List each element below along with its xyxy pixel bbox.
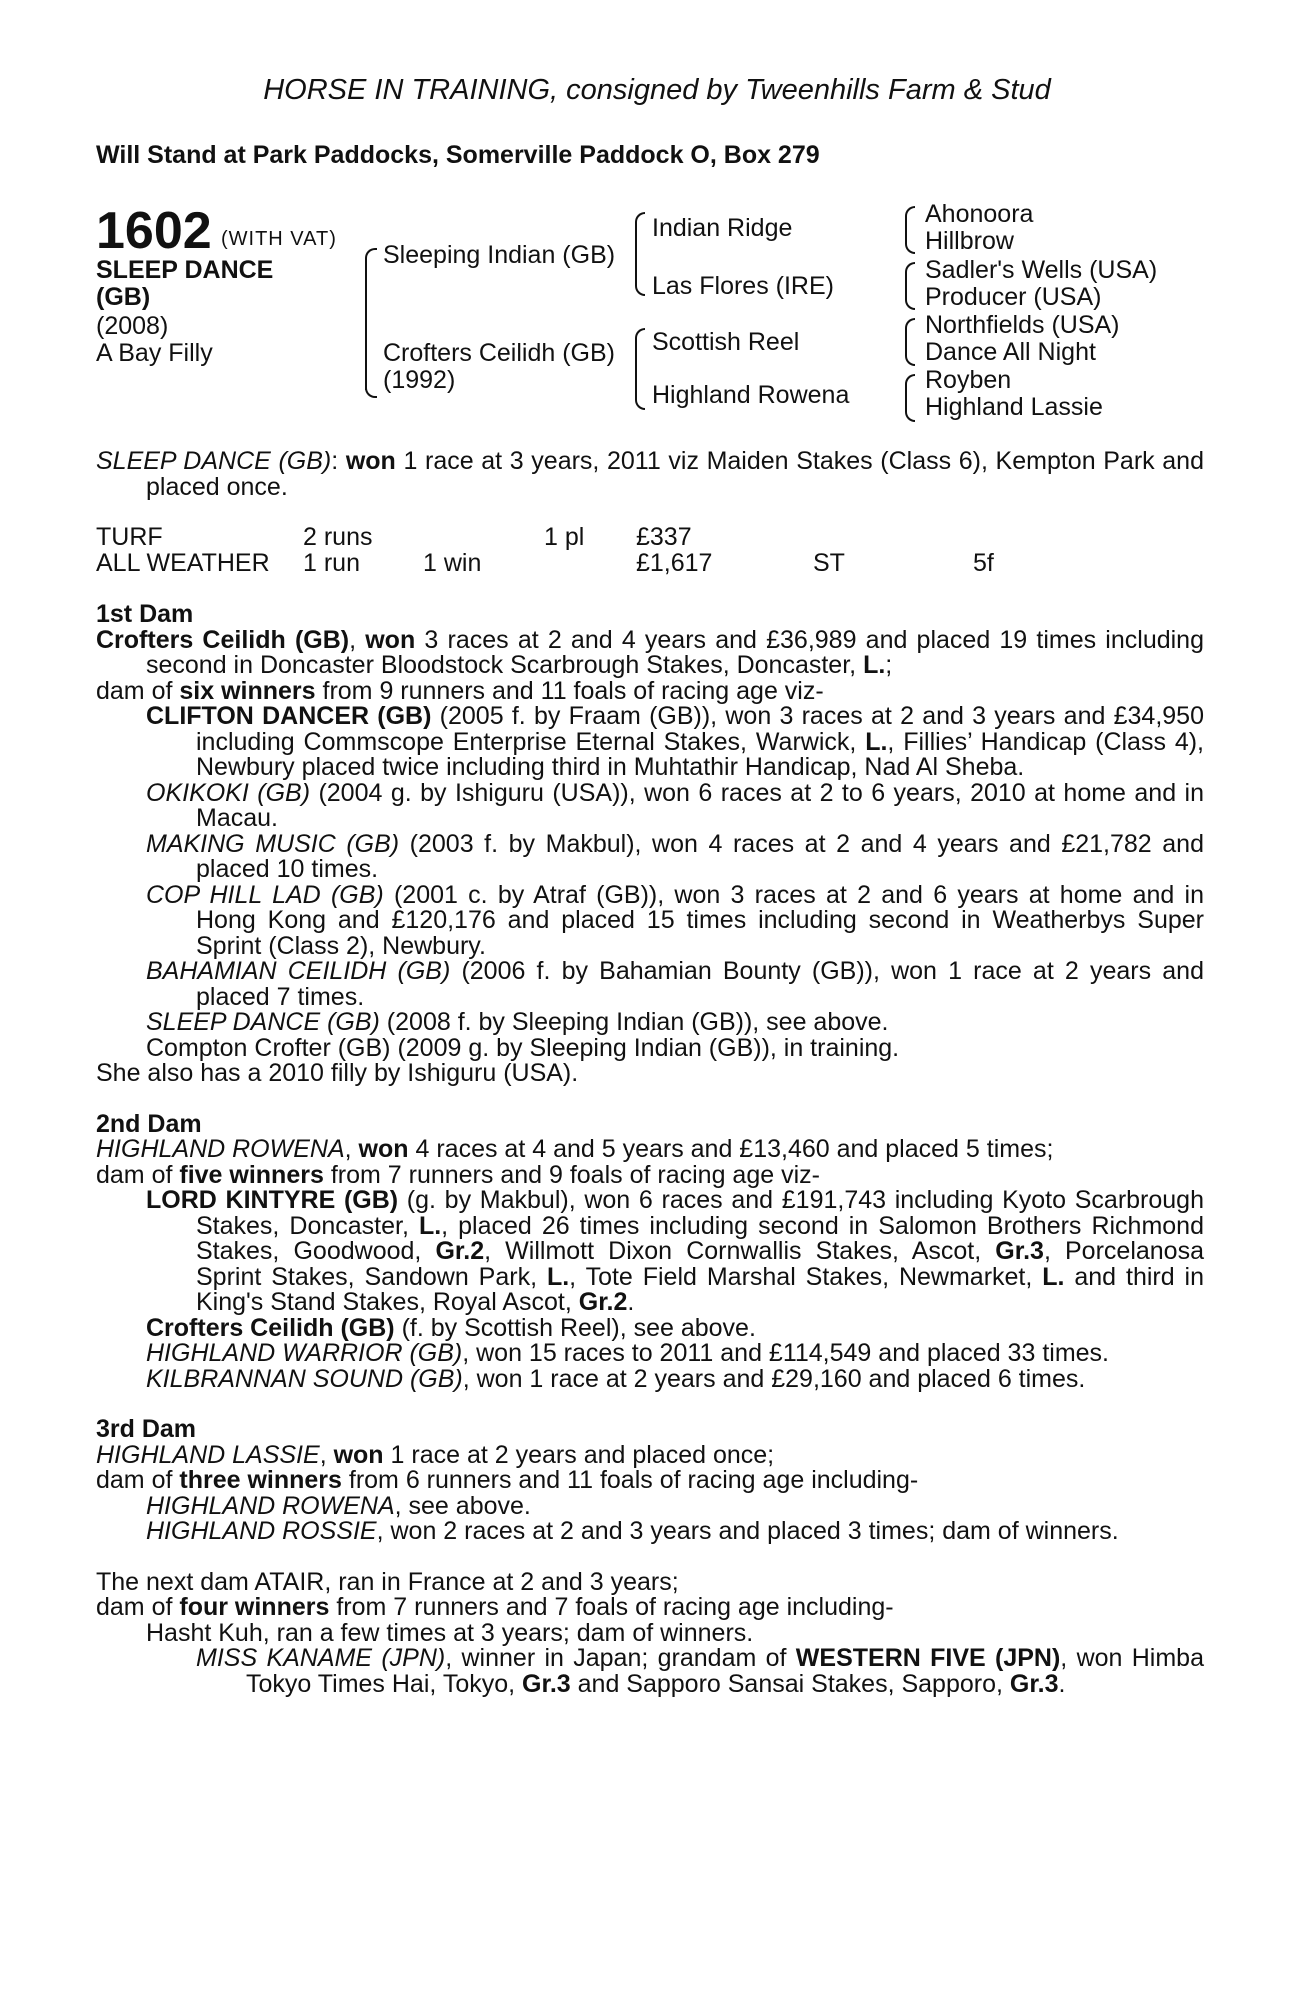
produce-name: MAKING MUSIC (GB) (146, 829, 400, 858)
produce-suffix: from 6 runners and 11 foals of racing age including- (341, 1466, 919, 1494)
produce-prefix: dam of (96, 1160, 180, 1189)
produce-name: HIGHLAND WARRIOR (GB) (146, 1339, 463, 1367)
produce-entry (146, 959, 1204, 1010)
first-dam-produce-summary (96, 676, 1204, 705)
stats-turf-runs: 2 runs (303, 523, 373, 551)
produce-name: LORD KINTYRE (GB) (146, 1186, 399, 1214)
produce-name: Crofters Ceilidh (GB) (146, 1313, 395, 1342)
third-dam-text: 1 race at 2 years and placed once; (383, 1440, 775, 1469)
first-dam-end: ; (885, 651, 893, 679)
first-dam-name: Crofters Ceilidh (GB) (96, 625, 350, 654)
first-dam-won: won (365, 625, 416, 654)
stats-aw-going: ST (813, 549, 845, 577)
produce-name: COP HILL LAD (GB) (146, 880, 384, 909)
produce-text: (2005 f. by Fraam (GB)), won 3 races at 2 and 3 years and £34,950 including Commscope Enterprise Eternal Stakes, Warwick, (196, 702, 1204, 756)
listed-mark: L. (546, 1262, 570, 1291)
listed-mark: L. (863, 651, 886, 679)
horse-name (96, 257, 273, 311)
listed-mark: L. (418, 1211, 442, 1240)
produce-entry (146, 704, 1204, 781)
pedigree-g3-7: Royben (925, 366, 1012, 394)
produce-entry (146, 1364, 1204, 1393)
produce-text: , won 2 races at 2 and 3 years and placed 3 times; dam of winners. (376, 1517, 1119, 1545)
pedigree-brace-g3-3 (905, 318, 915, 366)
catalogue-header: HORSE IN TRAINING, consigned by Tweenhills Farm & Stud (263, 74, 1051, 106)
produce-suffix: from 7 runners and 9 foals of racing age viz- (323, 1160, 820, 1189)
produce-suffix: from 7 runners and 7 foals of racing age including- (329, 1593, 894, 1621)
second-dam-sep: , (344, 1135, 359, 1163)
produce-prefix: dam of (96, 1593, 180, 1621)
second-dam-won: won (358, 1135, 409, 1163)
produce-suffix: from 9 runners and 11 foals of racing age viz- (315, 676, 824, 705)
pedigree-dam-year: (1992) (383, 366, 456, 394)
dam-sections (96, 602, 1204, 1697)
pedigree-g3-4: Producer (USA) (925, 283, 1102, 311)
produce-text: (g. by Makbul), won 6 races and £191,743 including Kyoto Scarbrough Stakes, Doncaster, (196, 1186, 1204, 1240)
produce-entry (146, 1341, 1204, 1367)
winners-count: three winners (179, 1466, 342, 1494)
produce-text: , see above. (394, 1491, 531, 1520)
winners-count: five winners (179, 1160, 324, 1189)
winners-count: six winners (179, 676, 316, 705)
pedigree-brace-gen1 (365, 248, 377, 390)
summary-won: won (345, 447, 396, 475)
produce-name: OKIKOKI (GB) (146, 778, 311, 807)
group-mark: Gr.3 (1009, 1669, 1059, 1698)
produce-name: KILBRANNAN SOUND (GB) (146, 1364, 463, 1393)
pedigree-brace-g3-4 (905, 374, 915, 422)
pedigree-dam-dam: Highland Rowena (652, 381, 850, 409)
produce-text: , Tote Field Marshal Stakes, Newmarket, (569, 1262, 1043, 1291)
group-mark: Gr.2 (578, 1288, 628, 1316)
third-dam-record (96, 1440, 1204, 1469)
produce-text: (2006 f. by Bahamian Bounty (GB)), won 1 race at 2 years and placed 7 times. (196, 957, 1204, 1011)
produce-name: HIGHLAND ROSSIE (146, 1517, 377, 1545)
summary-paragraph (96, 449, 1204, 500)
pedigree-brace-dam-end (635, 384, 645, 410)
summary-colon: : (331, 447, 339, 475)
produce-entry (146, 1313, 1204, 1342)
produce-name: SLEEP DANCE (GB) (146, 1008, 380, 1036)
foaling-year: (2008) (96, 312, 169, 340)
produce-prefix: dam of (96, 1466, 180, 1494)
produce-text: (2001 c. by Atraf (GB)), won 3 races at 2 and 6 years at home and in Hong Kong and £120,176 and placed 15 times including second in Weatherbys Super Sprint (Class 2), Newbury. (196, 880, 1204, 960)
produce-text: , winner in Japan; grandam of (445, 1644, 796, 1672)
group-mark: Gr.3 (522, 1669, 571, 1698)
produce-name: HIGHLAND ROWENA (146, 1491, 395, 1520)
stats-turf-prize: £337 (636, 523, 692, 551)
pedigree-brace-sire-end (635, 268, 645, 296)
produce-name: MISS KANAME (JPN) (196, 1644, 446, 1672)
third-dam-name: HIGHLAND LASSIE (96, 1440, 320, 1469)
produce-entry (196, 1646, 1204, 1697)
produce-entry: Compton Crofter (GB) (2009 g. by Sleeping Indian (GB)), in training. (146, 1033, 900, 1062)
pedigree-dam-sire: Scottish Reel (652, 328, 800, 356)
produce-entry (146, 1491, 1204, 1520)
pedigree-g3-6: Dance All Night (925, 338, 1096, 366)
second-dam-record (96, 1137, 1204, 1163)
stats-aw-wins: 1 win (423, 549, 482, 577)
produce-text: , won 15 races to 2011 and £114,549 and placed 33 times. (462, 1339, 1109, 1367)
produce-text: and third in King's Stand Stakes, Royal Ascot, (196, 1262, 1204, 1316)
pedigree-brace-g3-1 (905, 206, 915, 254)
produce-entry (146, 1188, 1204, 1316)
stats-aw-runs: 1 run (303, 549, 360, 577)
third-dam-produce-summary (96, 1468, 1204, 1494)
produce-entry: Hasht Kuh, ran a few times at 3 years; dam of winners. (146, 1618, 754, 1647)
produce-entry (146, 829, 1204, 883)
produce-entry (146, 1010, 1204, 1036)
listed-mark: L. (865, 727, 888, 756)
produce-text: , Fillies’ Handicap (Class 4), Newbury placed twice including third in Muhtathir Handicap, Nad Al Sheba. (196, 727, 1205, 781)
first-dam-heading: 1st Dam (96, 600, 194, 628)
produce-text: (2008 f. by Sleeping Indian (GB)), see above. (379, 1008, 889, 1036)
produce-entry (146, 1519, 1204, 1545)
stats-turf-label: TURF (96, 523, 163, 551)
produce-text: (2003 f. by Makbul), won 4 races at 2 and 4 years and £21,782 and placed 10 times. (196, 829, 1204, 883)
first-dam-text: 3 races at 2 and 4 years and £36,989 and placed 19 times including second in Doncaster Bloodstock Scarbrough Stakes, Doncaster, (146, 625, 1204, 679)
produce-entry (146, 880, 1204, 960)
produce-text: . (627, 1288, 635, 1316)
third-dam-won: won (333, 1440, 384, 1469)
pedigree-dam: Crofters Ceilidh (GB) (383, 339, 615, 367)
produce-entry (146, 778, 1204, 832)
produce-text: and Sapporo Sansai Stakes, Sapporo, (570, 1669, 1010, 1698)
pedigree-g3-3: Sadler's Wells (USA) (925, 256, 1158, 284)
winners-count: four winners (179, 1593, 330, 1621)
stats-aw-label: ALL WEATHER (96, 549, 270, 577)
pedigree-sire: Sleeping Indian (GB) (383, 241, 616, 269)
race-record-summary (96, 449, 1204, 500)
first-dam-note: She also has a 2010 filly by Ishiguru (USA). (96, 1059, 579, 1087)
horse-description: A Bay Filly (96, 339, 213, 367)
second-dam-text: 4 races at 4 and 5 years and £13,460 and placed 5 times; (408, 1135, 1054, 1163)
vat-note: (WITH VAT) (221, 228, 337, 250)
pedigree-g3-2: Hillbrow (925, 227, 1014, 255)
listed-mark: L. (1042, 1262, 1065, 1291)
produce-name-bold: WESTERN FIVE (JPN) (795, 1644, 1061, 1672)
lot-number: 1602 (96, 202, 212, 260)
produce-name: CLIFTON DANCER (GB) (146, 702, 432, 730)
produce-name: BAHAMIAN CEILIDH (GB) (146, 957, 451, 985)
first-dam-sep: , (349, 625, 366, 654)
pedigree-sire-sire: Indian Ridge (652, 214, 793, 242)
second-dam-heading: 2nd Dam (96, 1109, 202, 1138)
produce-text: , won Himba Tokyo Times Hai, Tokyo, (246, 1644, 1204, 1698)
stand-location: Will Stand at Park Paddocks, Somerville Paddock O, Box 279 (96, 141, 820, 169)
pedigree-brace-gen1-end (365, 386, 377, 398)
stats-turf-placed: 1 pl (544, 523, 585, 551)
group-mark: Gr.2 (435, 1237, 485, 1265)
third-dam-heading: 3rd Dam (96, 1415, 197, 1443)
pedigree-sire-dam: Las Flores (IRE) (652, 272, 834, 300)
third-dam-sep: , (319, 1440, 334, 1469)
racing-stats-table (96, 525, 1196, 580)
pedigree-g3-8: Highland Lassie (925, 393, 1103, 421)
produce-text: . (1058, 1669, 1066, 1698)
first-dam-record (96, 625, 1204, 679)
produce-prefix: dam of (96, 676, 180, 705)
summary-text: 1 race at 3 years, 2011 viz Maiden Stakes (Class 6), Kempton Park and placed once. (146, 447, 1204, 501)
produce-text: , Willmott Dixon Cornwallis Stakes, Ascot, (484, 1237, 996, 1265)
second-dam-name: HIGHLAND ROWENA (96, 1135, 345, 1163)
pedigree-brace-g3-2 (905, 262, 915, 310)
stats-aw-distance: 5f (973, 549, 994, 577)
summary-horse-name: SLEEP DANCE (GB) (96, 447, 332, 475)
next-dam-produce-summary (96, 1595, 1204, 1621)
produce-text: (2004 g. by Ishiguru (USA)), won 6 races at 2 to 6 years, 2010 at home and in Macau. (196, 778, 1204, 832)
produce-text: , won 1 race at 2 years and £29,160 and placed 6 times. (462, 1364, 1086, 1393)
pedigree-brace-dam (635, 328, 645, 390)
produce-text: , Porcelanosa Sprint Stakes, Sandown Park, (196, 1237, 1204, 1291)
next-dam-record: The next dam ATAIR, ran in France at 2 and 3 years; (96, 1567, 679, 1596)
produce-text: , placed 26 times including second in Salomon Brothers Richmond Stakes, Goodwood, (196, 1211, 1204, 1265)
pedigree-g3-1: Ahonoora (925, 200, 1034, 228)
pedigree-g3-5: Northfields (USA) (925, 311, 1120, 339)
group-mark: Gr.3 (995, 1237, 1044, 1265)
produce-text: (f. by Scottish Reel), see above. (394, 1313, 756, 1342)
second-dam-produce-summary (96, 1160, 1204, 1189)
stats-aw-prize: £1,617 (636, 549, 713, 577)
pedigree-brace-sire (635, 212, 645, 274)
horse-name-line2: (GB) (96, 283, 151, 311)
horse-name-line1: SLEEP DANCE (96, 256, 274, 284)
